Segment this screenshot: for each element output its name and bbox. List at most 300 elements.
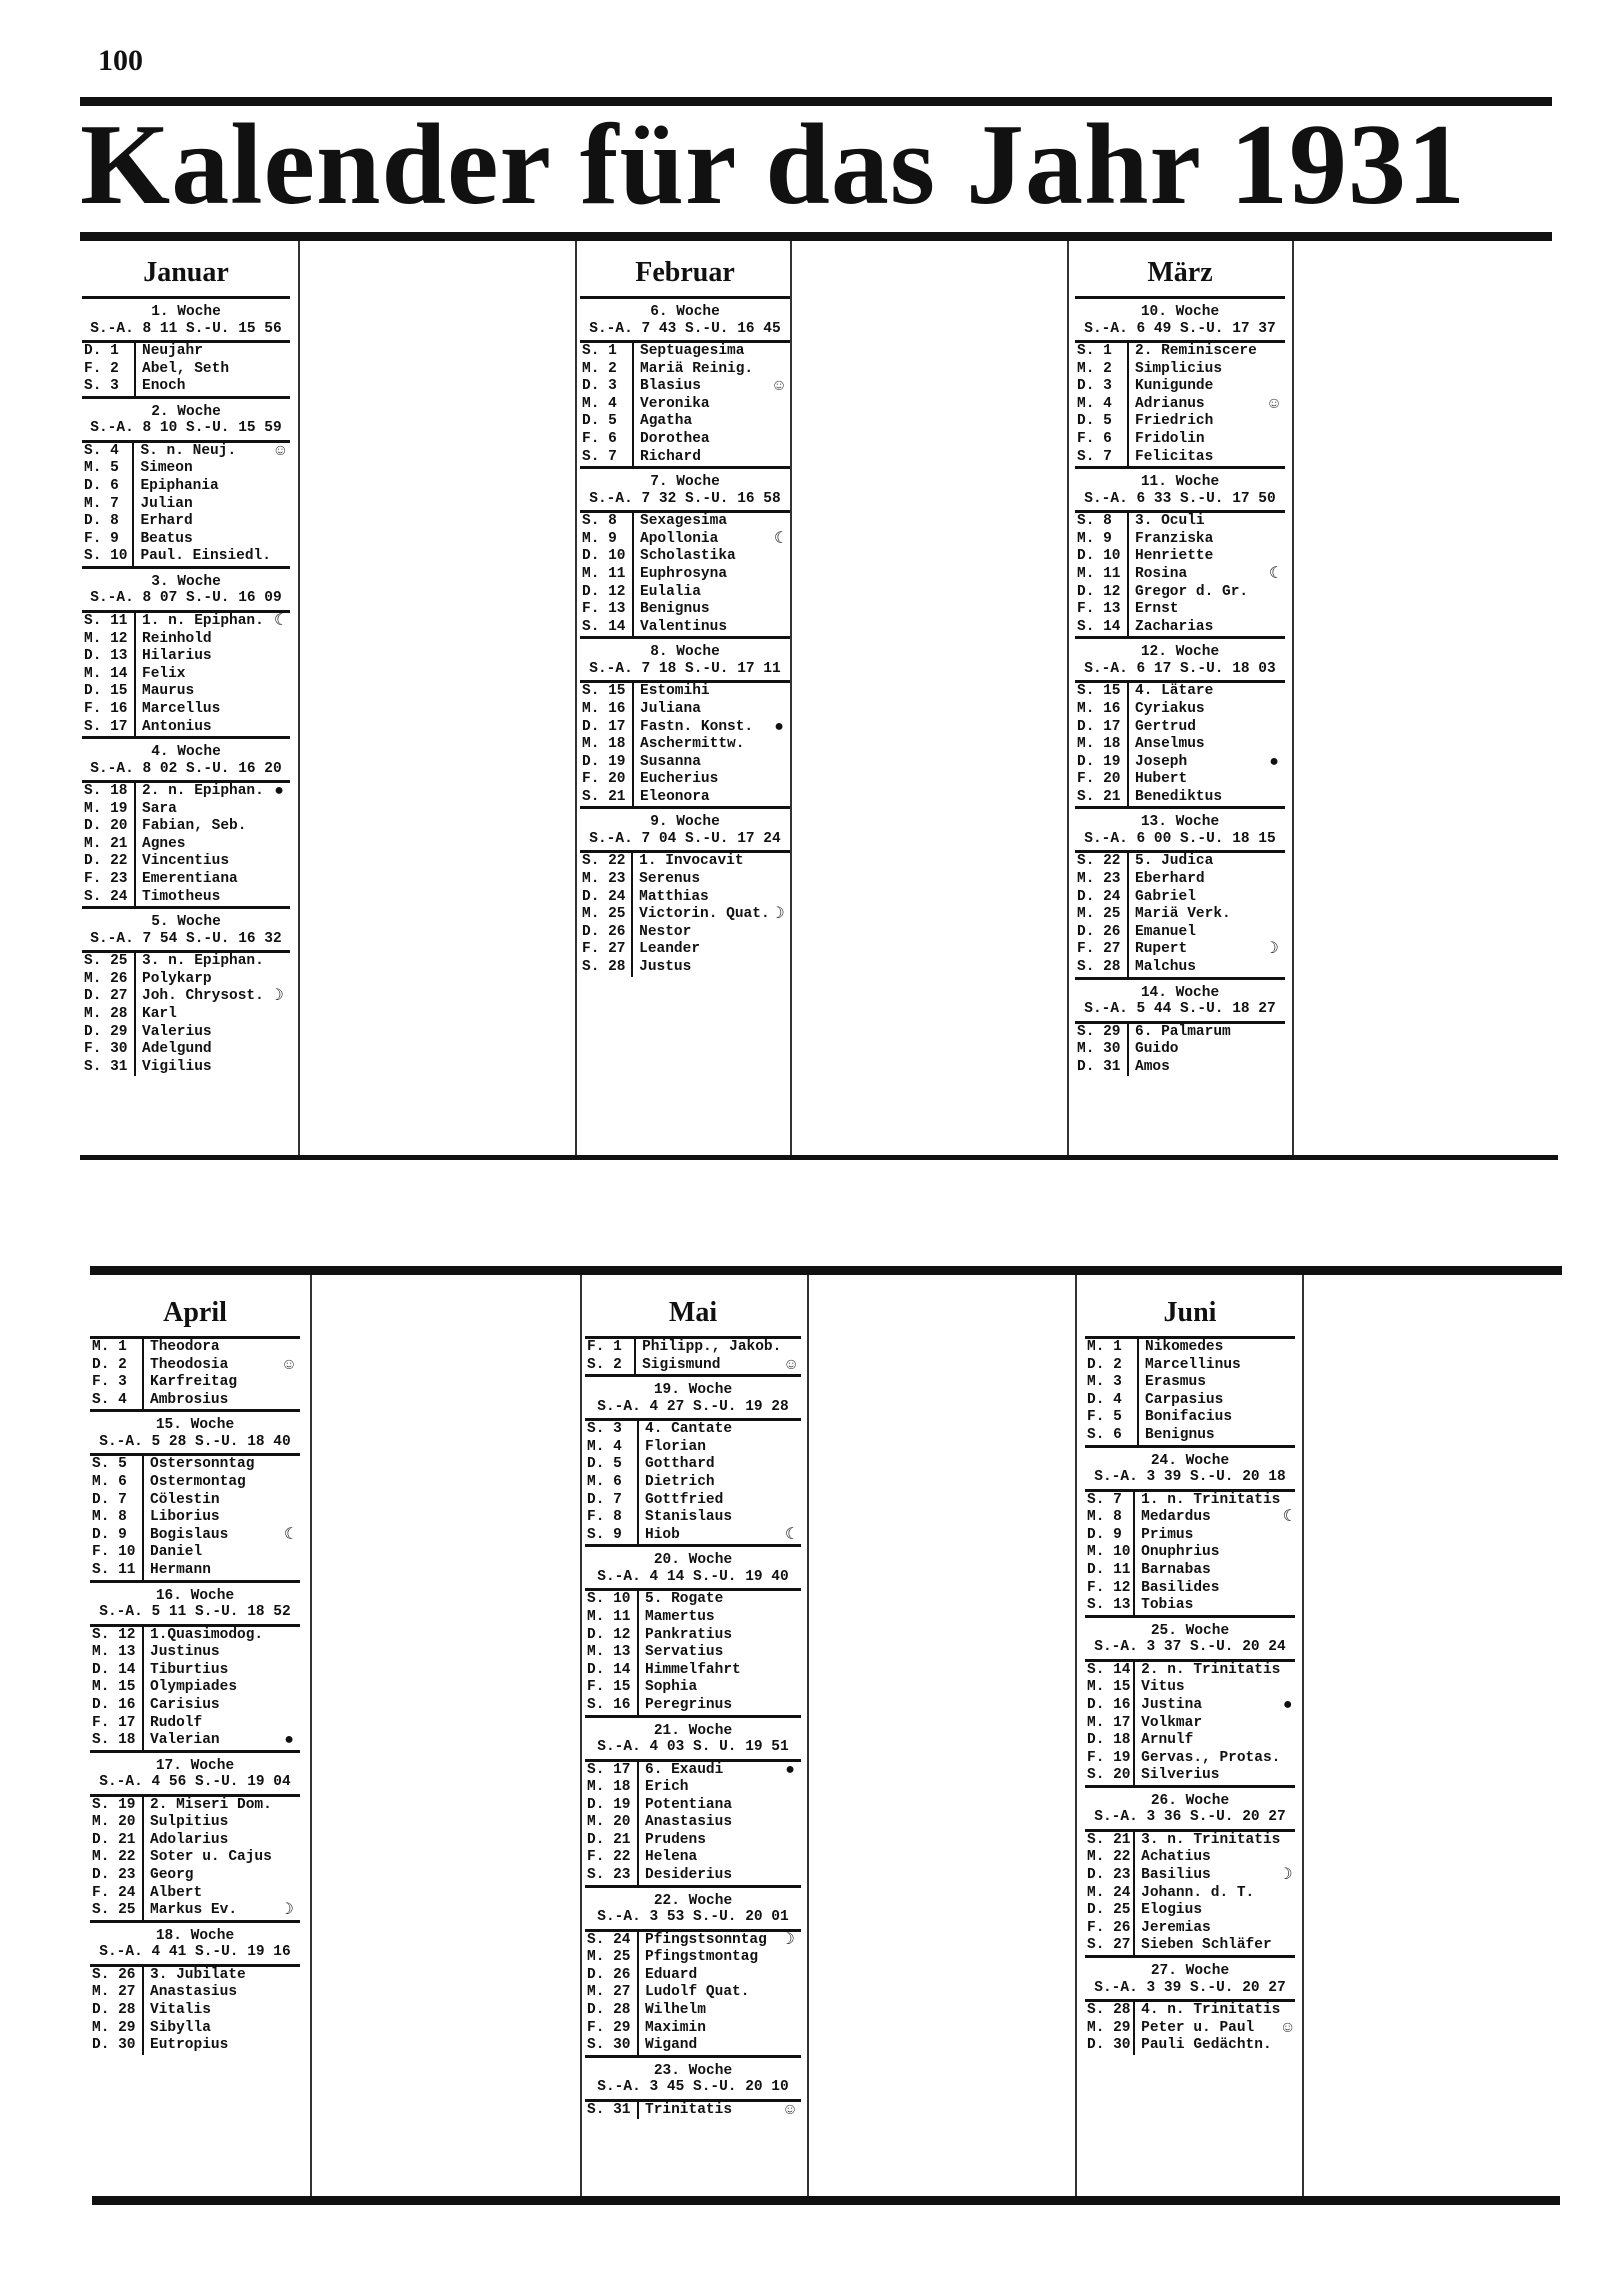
day-date: F. 19 <box>1087 1749 1131 1766</box>
day-name: Neujahr <box>135 343 268 361</box>
day-row <box>1075 413 1285 431</box>
day-row <box>580 889 790 907</box>
day-name: Himmelfahrt <box>638 1662 779 1680</box>
day-name: Leander <box>632 941 770 959</box>
day-date: M. 18 <box>1077 736 1121 753</box>
moon-phase-icon <box>770 871 790 889</box>
day-name: Victorin. Quat. <box>632 906 770 924</box>
week-label: 14. Woche <box>1140 984 1220 1001</box>
day-name: Eutropius <box>143 2037 278 2055</box>
day-row <box>1075 513 1285 531</box>
moon-phase-icon <box>779 1832 801 1850</box>
week-label: 21. Woche <box>653 1722 733 1739</box>
day-name: Markus Ev. <box>143 1902 278 1920</box>
moon-phase-icon: ● <box>774 718 784 736</box>
day-row <box>1075 959 1285 977</box>
day-list <box>90 1797 300 1920</box>
day-date: M. 20 <box>92 1814 136 1831</box>
day-row <box>1075 566 1285 584</box>
day-row <box>90 1867 300 1885</box>
day-date: F. 23 <box>84 871 128 888</box>
day-row <box>1075 584 1285 602</box>
day-date: S. 23 <box>587 1867 631 1884</box>
day-row <box>1075 1041 1285 1059</box>
sunrise-sunset: S.-A. 3 37 S.-U. 20 24 <box>1094 1639 1286 1656</box>
day-date: S. 14 <box>1087 1661 1131 1678</box>
day-date: F. 6 <box>582 430 617 447</box>
day-name: Bogislaus <box>143 1527 278 1545</box>
moon-phase-icon <box>768 548 790 566</box>
day-row <box>1085 1392 1295 1410</box>
day-list <box>585 1591 801 1714</box>
moon-phase-icon <box>779 1591 801 1609</box>
week-header <box>82 739 290 780</box>
day-row <box>90 2002 300 2020</box>
moon-phase-icon <box>1263 431 1285 449</box>
week-label: 10. Woche <box>1140 304 1220 320</box>
day-name: Adolarius <box>143 1832 278 1850</box>
day-row <box>585 1814 801 1832</box>
month-name: Februar <box>635 257 735 288</box>
week-header <box>82 909 290 950</box>
week-header <box>1075 469 1285 510</box>
moon-phase-icon: ● <box>284 1732 294 1750</box>
day-row <box>585 1339 801 1357</box>
moon-phase-icon <box>278 1492 300 1510</box>
day-date: M. 3 <box>1087 1374 1122 1391</box>
day-name: Abel, Seth <box>135 361 268 379</box>
week-label: 17. Woche <box>155 1757 235 1774</box>
day-row <box>585 1591 801 1609</box>
day-date: S. 17 <box>587 1761 631 1778</box>
day-row <box>82 648 290 666</box>
day-name: Blasius <box>633 378 768 396</box>
moon-phase-icon <box>268 1059 290 1077</box>
day-list <box>1085 1832 1295 1955</box>
column-divider <box>1067 241 1069 1155</box>
day-list <box>82 343 290 396</box>
day-date: S. 11 <box>92 1561 136 1578</box>
day-row <box>1085 2020 1295 2038</box>
moon-phase-icon <box>768 413 790 431</box>
moon-phase-icon: ● <box>1269 753 1279 771</box>
mid-rule <box>80 1155 1558 1160</box>
day-row <box>90 1644 300 1662</box>
week-header <box>1085 1958 1295 1999</box>
day-date: D. 5 <box>587 1456 622 1473</box>
day-name: Barnabas <box>1134 1562 1280 1580</box>
day-name: Albert <box>143 1885 278 1903</box>
day-date: M. 23 <box>582 871 626 888</box>
day-name: Tobias <box>1134 1597 1280 1615</box>
day-row <box>90 1627 300 1645</box>
day-name: Gotthard <box>638 1456 779 1474</box>
day-row <box>1075 431 1285 449</box>
moon-phase-icon <box>1280 1902 1295 1920</box>
moon-phase-icon <box>268 836 290 854</box>
sunrise-sunset: S.-A. 8 10 S.-U. 15 59 <box>90 420 282 437</box>
day-row <box>82 871 290 889</box>
day-date: F. 13 <box>582 601 626 618</box>
moon-phase-icon <box>1263 701 1285 719</box>
moon-phase-icon <box>1280 1732 1295 1750</box>
day-row <box>1085 1544 1295 1562</box>
moon-phase-icon <box>278 1509 300 1527</box>
day-date: D. 21 <box>92 1831 136 1848</box>
moon-phase-icon <box>278 1715 300 1733</box>
day-date: S. 27 <box>1087 1937 1131 1954</box>
day-row <box>1075 853 1285 871</box>
day-name: Beatus <box>133 531 271 549</box>
day-name: Enoch <box>135 378 268 396</box>
day-date: F. 17 <box>92 1714 136 1731</box>
day-name: Benignus <box>1138 1427 1273 1445</box>
day-name: 3. n. Epiphan. <box>135 953 268 971</box>
sunrise-sunset: S.-A. 3 39 S.-U. 20 18 <box>1094 1469 1286 1486</box>
day-row <box>82 513 290 531</box>
day-row <box>82 460 290 478</box>
day-name: Pauli Gedächtn. <box>1134 2037 1280 2055</box>
day-date: D. 6 <box>84 477 119 494</box>
day-row <box>90 1374 300 1392</box>
moon-phase-icon <box>1263 1059 1285 1077</box>
day-date: S. 18 <box>84 783 128 800</box>
day-name: 4. Cantate <box>638 1421 779 1439</box>
moon-phase-icon <box>768 361 790 379</box>
day-name: Euphrosyna <box>633 566 768 584</box>
day-date: D. 28 <box>587 2002 631 2019</box>
day-name: Trinitatis <box>638 2102 779 2120</box>
day-date: S. 28 <box>1077 959 1121 976</box>
day-list <box>90 1627 300 1750</box>
day-date: D. 3 <box>1077 378 1112 395</box>
day-date: F. 27 <box>1077 941 1121 958</box>
day-row <box>585 2002 801 2020</box>
day-date: D. 31 <box>1077 1058 1121 1075</box>
day-date: D. 19 <box>582 753 626 770</box>
day-list <box>1085 2002 1295 2055</box>
day-date: M. 30 <box>1077 1041 1121 1058</box>
moon-phase-icon <box>1280 1849 1295 1867</box>
day-date: D. 23 <box>92 1867 136 1884</box>
day-date: S. 15 <box>582 683 626 700</box>
day-row <box>585 1644 801 1662</box>
day-row <box>90 1339 300 1357</box>
day-row <box>90 1732 300 1750</box>
day-name: Mariä Reinig. <box>633 361 768 379</box>
day-row <box>580 906 790 924</box>
day-name: Carisius <box>143 1697 278 1715</box>
day-row <box>82 801 290 819</box>
sunrise-sunset: S.-A. 3 53 S.-U. 20 01 <box>597 1909 789 1926</box>
day-date: F. 26 <box>1087 1919 1131 1936</box>
day-date: S. 19 <box>92 1796 136 1813</box>
month-name: April <box>163 1297 227 1328</box>
day-date: S. 31 <box>587 2101 631 2118</box>
moon-phase-icon <box>1280 1492 1295 1510</box>
day-row <box>82 953 290 971</box>
day-name: Benignus <box>633 601 768 619</box>
day-name: Cyriakus <box>1128 701 1263 719</box>
day-name: Justinus <box>143 1644 278 1662</box>
moon-phase-icon <box>268 818 290 836</box>
day-name: 1. Invocavit <box>632 853 770 871</box>
sunrise-sunset: S.-A. 4 14 S.-U. 19 40 <box>597 1568 789 1585</box>
day-date: D. 19 <box>1077 753 1121 770</box>
day-name: Richard <box>633 449 768 467</box>
day-list <box>1075 513 1285 636</box>
moon-phase-icon <box>268 378 290 396</box>
day-row <box>585 1867 801 1885</box>
day-name: Friedrich <box>1128 413 1263 431</box>
day-date: M. 11 <box>1077 565 1121 582</box>
day-date: D. 20 <box>84 818 128 835</box>
moon-phase-icon <box>779 1644 801 1662</box>
moon-phase-icon <box>1263 1041 1285 1059</box>
sunrise-sunset: S.-A. 3 45 S.-U. 20 10 <box>597 2079 789 2096</box>
day-date: D. 16 <box>92 1696 136 1713</box>
day-date: D. 2 <box>1087 1356 1122 1373</box>
day-date: S. 28 <box>582 959 626 976</box>
day-name: Fastn. Konst. <box>633 719 768 737</box>
day-row <box>1075 361 1285 379</box>
moon-phase-icon <box>779 1439 801 1457</box>
day-date: S. 1 <box>582 343 617 359</box>
day-row <box>1075 378 1285 396</box>
sunrise-sunset: S.-A. 6 33 S.-U. 17 50 <box>1084 490 1276 507</box>
day-row <box>1085 1867 1295 1885</box>
week-label: 6. Woche <box>650 304 720 320</box>
day-row <box>580 548 790 566</box>
moon-phase-icon <box>268 666 290 684</box>
day-date: D. 9 <box>1087 1526 1122 1543</box>
moon-phase-icon <box>768 771 790 789</box>
day-row <box>580 431 790 449</box>
week-header <box>1085 1448 1295 1489</box>
day-row <box>585 1679 801 1697</box>
day-date: M. 14 <box>84 665 128 682</box>
column-divider <box>807 1275 809 2196</box>
column-divider <box>580 1275 582 2196</box>
day-name: Ernst <box>1128 601 1263 619</box>
moon-phase-icon: ☽ <box>1282 1867 1293 1885</box>
day-name: Servatius <box>638 1644 779 1662</box>
day-name: Aschermittw. <box>633 736 768 754</box>
day-name: Zacharias <box>1128 619 1263 637</box>
day-date: S. 22 <box>1077 853 1121 870</box>
moon-phase-icon: ☽ <box>785 1931 795 1949</box>
day-row <box>1085 1409 1295 1427</box>
moon-phase-icon <box>779 2037 801 2055</box>
day-date: D. 25 <box>1087 1902 1131 1919</box>
day-name: Silverius <box>1134 1767 1280 1785</box>
moon-phase-icon <box>278 2037 300 2055</box>
sunrise-sunset: S.-A. 8 11 S.-U. 15 56 <box>90 320 282 337</box>
day-name: Ostermontag <box>143 1474 278 1492</box>
moon-phase-icon: ● <box>1282 1696 1293 1714</box>
week-header <box>580 299 790 340</box>
day-name: Onuphrius <box>1134 1544 1280 1562</box>
day-row <box>580 941 790 959</box>
day-date: F. 1 <box>587 1339 622 1355</box>
week-label: 24. Woche <box>1150 1452 1230 1469</box>
day-row <box>90 1662 300 1680</box>
moon-phase-icon <box>1263 719 1285 737</box>
day-date: S. 9 <box>587 1526 622 1543</box>
moon-phase-icon: ☺ <box>275 442 286 460</box>
week-label: 19. Woche <box>653 1382 733 1399</box>
day-row <box>1085 1662 1295 1680</box>
day-name: Carpasius <box>1138 1392 1273 1410</box>
day-row <box>580 683 790 701</box>
day-date: D. 1 <box>84 343 119 359</box>
day-name: Maurus <box>135 683 268 701</box>
day-name: Ostersonntag <box>143 1456 278 1474</box>
day-date: S. 28 <box>1087 2002 1131 2019</box>
day-date: F. 5 <box>1087 1409 1122 1426</box>
day-date: M. 21 <box>84 835 128 852</box>
week-header <box>585 2058 801 2099</box>
column-divider <box>1302 1275 1304 2196</box>
day-date: D. 26 <box>587 1966 631 1983</box>
moon-phase-icon <box>268 683 290 701</box>
day-row <box>585 1456 801 1474</box>
day-row <box>1075 1024 1285 1042</box>
column-divider <box>298 241 300 1155</box>
day-row <box>1085 1527 1295 1545</box>
day-row <box>82 613 290 631</box>
day-name: Vincentius <box>135 853 268 871</box>
day-list <box>1085 1492 1295 1615</box>
day-date: D. 10 <box>1077 548 1121 565</box>
day-row <box>580 771 790 789</box>
day-name: Sibylla <box>143 2020 278 2038</box>
moon-phase-icon <box>779 2020 801 2038</box>
day-row <box>82 631 290 649</box>
moon-phase-icon <box>271 496 290 514</box>
day-name: Agnes <box>135 836 268 854</box>
day-name: 1. n. Trinitatis <box>1134 1492 1280 1510</box>
day-date: S. 31 <box>84 1058 128 1075</box>
day-date: M. 1 <box>1087 1339 1122 1355</box>
day-name: Nikomedes <box>1138 1339 1273 1357</box>
day-name: Malchus <box>1128 959 1263 977</box>
moon-phase-icon <box>1263 889 1285 907</box>
day-row <box>1075 754 1285 772</box>
day-row <box>1085 1885 1295 1903</box>
day-name: Fabian, Seb. <box>135 818 268 836</box>
week-header <box>1085 1618 1295 1659</box>
day-name: Erasmus <box>1138 1374 1273 1392</box>
day-date: D. 28 <box>92 2002 136 2019</box>
moon-phase-icon <box>1280 1580 1295 1598</box>
day-date: F. 6 <box>1077 430 1112 447</box>
moon-phase-icon <box>278 1456 300 1474</box>
day-date: D. 12 <box>1077 583 1121 600</box>
day-date: M. 22 <box>92 1849 136 1866</box>
day-name: Karfreitag <box>143 1374 278 1392</box>
moon-phase-icon <box>268 648 290 666</box>
moon-phase-icon <box>1263 906 1285 924</box>
day-name: Kunigunde <box>1128 378 1263 396</box>
day-name: Medardus <box>1134 1509 1280 1527</box>
moon-phase-icon <box>278 1662 300 1680</box>
moon-phase-icon <box>268 801 290 819</box>
column-divider <box>790 241 792 1155</box>
moon-phase-icon <box>278 1814 300 1832</box>
day-row <box>1085 1597 1295 1615</box>
moon-phase-icon <box>268 853 290 871</box>
day-row <box>90 1832 300 1850</box>
week-header <box>580 469 790 510</box>
day-row <box>580 513 790 531</box>
day-name: Primus <box>1134 1527 1280 1545</box>
day-row <box>580 619 790 637</box>
moon-phase-icon <box>1263 736 1285 754</box>
day-name: Adelgund <box>135 1041 268 1059</box>
day-row <box>580 719 790 737</box>
day-row <box>1075 701 1285 719</box>
moon-phase-icon: ☾ <box>1269 565 1279 583</box>
day-date: S. 8 <box>582 513 617 530</box>
sunrise-sunset: S.-A. 4 27 S.-U. 19 28 <box>597 1398 789 1415</box>
day-date: M. 26 <box>84 970 128 987</box>
day-row <box>1085 1679 1295 1697</box>
day-name: 3. Jubilate <box>143 1967 278 1985</box>
day-date: M. 24 <box>1087 1884 1131 1901</box>
week-label: 27. Woche <box>1150 1963 1230 1980</box>
day-name: Wilhelm <box>638 2002 779 2020</box>
day-name: Joh. Chrysost. <box>135 988 268 1006</box>
moon-phase-icon: ☺ <box>786 1356 796 1374</box>
day-name: Gervas., Protas. <box>1134 1750 1280 1768</box>
week-label: 9. Woche <box>650 814 720 831</box>
day-name: Theodora <box>143 1339 278 1357</box>
day-date: M. 6 <box>587 1473 622 1490</box>
day-date: M. 11 <box>582 565 626 582</box>
day-row <box>90 1474 300 1492</box>
day-name: Arnulf <box>1134 1732 1280 1750</box>
day-row <box>1075 719 1285 737</box>
week-header <box>585 1888 801 1929</box>
day-name: Franziska <box>1128 531 1263 549</box>
moon-phase-icon <box>278 1832 300 1850</box>
week-label: 2. Woche <box>151 403 221 420</box>
day-date: D. 14 <box>92 1661 136 1678</box>
day-row <box>585 1984 801 2002</box>
day-name: Rosina <box>1128 566 1263 584</box>
moon-phase-icon <box>1263 584 1285 602</box>
day-date: M. 29 <box>1087 2019 1131 2036</box>
day-date: S. 8 <box>1077 513 1112 530</box>
day-name: 1. n. Epiphan. <box>135 613 268 631</box>
moon-phase-icon <box>770 941 790 959</box>
day-row <box>580 566 790 584</box>
day-row <box>580 701 790 719</box>
moon-phase-icon <box>268 1006 290 1024</box>
day-list <box>585 2102 801 2120</box>
week-label: 20. Woche <box>653 1552 733 1569</box>
day-name: Gabriel <box>1128 889 1263 907</box>
day-name: Joseph <box>1128 754 1263 772</box>
moon-phase-icon <box>1263 959 1285 977</box>
day-name: Emanuel <box>1128 924 1263 942</box>
day-row <box>580 396 790 414</box>
moon-phase-icon <box>779 2002 801 2020</box>
day-name: Basilides <box>1134 1580 1280 1598</box>
day-row <box>585 1967 801 1985</box>
day-row <box>585 1609 801 1627</box>
